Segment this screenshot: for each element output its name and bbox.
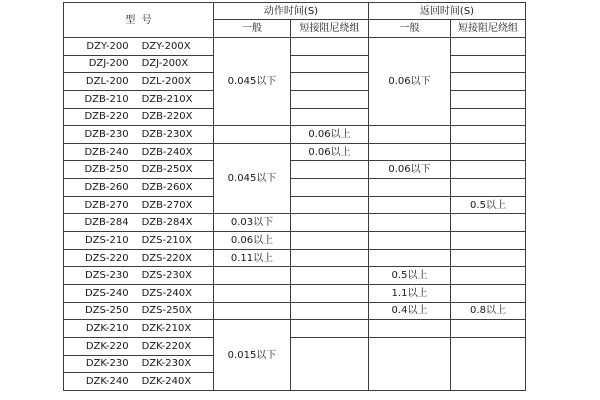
- table-row: [64, 267, 526, 285]
- model-label: DZK-220X: [141, 340, 192, 352]
- model-label: DZK-240X: [141, 375, 192, 387]
- cell-action-damping: [291, 179, 369, 197]
- model-label: DZS-230: [84, 270, 129, 282]
- cell-action-damping: [291, 232, 369, 250]
- cell-action-damping: [291, 196, 369, 214]
- model-label: DZS-230X: [141, 270, 193, 282]
- model-cell: [64, 214, 214, 232]
- model-label: DZB-220X: [141, 111, 193, 123]
- cell-action-damping: [291, 284, 369, 302]
- model-label: DZY-200X: [141, 40, 191, 52]
- model-cell: [64, 38, 214, 56]
- model-label: DZS-210X: [141, 234, 193, 246]
- cell-return-general: [369, 143, 451, 161]
- cell-return-damping: [451, 337, 526, 390]
- model-label: DZS-250: [84, 305, 129, 317]
- model-label: DZB-284: [84, 217, 129, 229]
- cell-return-damping: [451, 214, 526, 232]
- cell-return-general: 0.06以下: [369, 161, 451, 179]
- header-return-damping: 短接阻尼绕组: [451, 20, 526, 38]
- model-label: DZB-240: [84, 146, 129, 158]
- header-return-general: 一般: [369, 20, 451, 38]
- cell-action-general: 0.045以下: [214, 38, 291, 126]
- table-row: [64, 126, 526, 144]
- cell-action-damping: 0.06以上: [291, 126, 369, 144]
- cell-action-damping: [291, 108, 369, 126]
- model-label: DZB-260: [84, 181, 129, 193]
- table-row: [64, 214, 526, 232]
- cell-action-damping: [291, 214, 369, 232]
- model-label: DZS-240X: [141, 287, 193, 299]
- model-cell: [64, 267, 214, 285]
- model-label: DZB-270X: [141, 199, 193, 211]
- cell-return-general: [369, 196, 451, 214]
- table-row: [64, 108, 526, 126]
- cell-action-damping: [291, 337, 369, 390]
- cell-return-general: [369, 232, 451, 250]
- cell-action-general: [214, 267, 291, 285]
- model-cell: [64, 126, 214, 144]
- model-label: DZB-250: [84, 164, 129, 176]
- header-group-row: [64, 3, 526, 20]
- cell-action-general: 0.045以下: [214, 143, 291, 214]
- model-cell: [64, 302, 214, 320]
- model-label: DZY-200: [86, 40, 129, 52]
- model-label: DZS-220X: [141, 252, 193, 264]
- table-row: [64, 90, 526, 108]
- cell-action-damping: [291, 249, 369, 267]
- spec-table-container: [63, 2, 526, 391]
- cell-action-general: [214, 284, 291, 302]
- model-label: DZB-284X: [141, 217, 193, 229]
- cell-action-damping: [291, 38, 369, 56]
- cell-action-damping: [291, 73, 369, 91]
- table-row: [64, 161, 526, 179]
- model-cell: [64, 161, 214, 179]
- cell-return-damping: [451, 179, 526, 197]
- model-label: DZS-210: [84, 234, 129, 246]
- cell-return-general: [369, 126, 451, 144]
- table-row: [64, 232, 526, 250]
- model-cell: [64, 337, 214, 355]
- table-body: [64, 38, 526, 391]
- cell-return-damping: [451, 267, 526, 285]
- model-label: DZS-220: [84, 252, 129, 264]
- cell-return-damping: [451, 143, 526, 161]
- model-label: DZB-210X: [141, 93, 193, 105]
- header-action-general: 一般: [214, 20, 291, 38]
- model-label: DZS-250X: [141, 305, 193, 317]
- table-row: [64, 38, 526, 56]
- model-label: DZK-240: [85, 375, 129, 387]
- cell-return-damping: 0.8以上: [451, 302, 526, 320]
- model-label: DZB-260X: [141, 181, 193, 193]
- model-label: DZB-270: [84, 199, 129, 211]
- model-label: DZB-220: [84, 111, 129, 123]
- header-model: 型 号: [64, 3, 214, 38]
- model-cell: [64, 249, 214, 267]
- cell-return-damping: [451, 90, 526, 108]
- model-label: DZJ-200X: [141, 58, 189, 70]
- table-row: [64, 179, 526, 197]
- cell-return-damping: 0.5以上: [451, 196, 526, 214]
- cell-action-damping: 0.06以上: [291, 143, 369, 161]
- cell-action-general: 0.11以上: [214, 249, 291, 267]
- model-label: DZJ-200: [88, 58, 129, 70]
- cell-return-damping: [451, 73, 526, 91]
- header-return-time: 返回时间(S): [369, 3, 526, 20]
- cell-action-damping: [291, 320, 369, 338]
- model-cell: [64, 373, 214, 391]
- header-action-damping: 短接阻尼绕组: [291, 20, 369, 38]
- table-row: [64, 320, 526, 338]
- model-label: DZB-230: [84, 129, 129, 141]
- cell-return-general: 1.1以上: [369, 284, 451, 302]
- cell-return-general: 0.5以上: [369, 267, 451, 285]
- table-row: [64, 249, 526, 267]
- relay-timing-spec-table: [63, 2, 526, 391]
- model-label: DZK-220: [85, 340, 129, 352]
- model-cell: [64, 284, 214, 302]
- table-row: [64, 302, 526, 320]
- cell-return-damping: [451, 249, 526, 267]
- cell-action-damping: [291, 267, 369, 285]
- cell-return-damping: [451, 55, 526, 73]
- model-label: DZL-200: [85, 76, 129, 88]
- table-row: [64, 196, 526, 214]
- model-cell: [64, 143, 214, 161]
- cell-return-general: 0.4以上: [369, 302, 451, 320]
- model-cell: [64, 108, 214, 126]
- model-cell: [64, 355, 214, 373]
- model-label: DZB-230X: [141, 129, 193, 141]
- cell-action-general: 0.015以下: [214, 320, 291, 391]
- cell-action-general: 0.06以上: [214, 232, 291, 250]
- model-cell: [64, 320, 214, 338]
- cell-return-general: 0.06以下: [369, 38, 451, 126]
- cell-return-general: [369, 337, 451, 390]
- cell-action-damping: [291, 302, 369, 320]
- model-cell: [64, 196, 214, 214]
- model-label: DZK-230X: [141, 358, 192, 370]
- cell-return-damping: [451, 126, 526, 144]
- model-label: DZK-210: [85, 323, 129, 335]
- cell-return-damping: [451, 108, 526, 126]
- table-row: [64, 143, 526, 161]
- table-row: [64, 284, 526, 302]
- cell-return-general: [369, 249, 451, 267]
- header-action-time: 动作时间(S): [214, 3, 369, 20]
- model-label: DZB-250X: [141, 164, 193, 176]
- model-label: DZL-200X: [141, 76, 192, 88]
- model-cell: [64, 232, 214, 250]
- cell-action-damping: [291, 161, 369, 179]
- cell-return-general: [369, 320, 451, 338]
- model-label: DZB-240X: [141, 146, 193, 158]
- model-cell: [64, 90, 214, 108]
- table-row: [64, 337, 526, 355]
- cell-action-general: 0.03以下: [214, 214, 291, 232]
- cell-return-damping: [451, 284, 526, 302]
- cell-return-damping: [451, 320, 526, 338]
- cell-return-damping: [451, 38, 526, 56]
- model-label: DZS-240: [84, 287, 129, 299]
- cell-action-damping: [291, 90, 369, 108]
- table-row: [64, 73, 526, 91]
- cell-return-general: [369, 214, 451, 232]
- table-row: [64, 55, 526, 73]
- cell-action-damping: [291, 55, 369, 73]
- table-header: [64, 3, 526, 38]
- model-cell: [64, 73, 214, 91]
- cell-action-general: [214, 302, 291, 320]
- cell-action-general: [214, 126, 291, 144]
- model-cell: [64, 55, 214, 73]
- model-label: DZB-210: [84, 93, 129, 105]
- cell-return-damping: [451, 161, 526, 179]
- cell-return-general: [369, 179, 451, 197]
- model-cell: [64, 179, 214, 197]
- cell-return-damping: [451, 232, 526, 250]
- model-label: DZK-230: [85, 358, 129, 370]
- model-label: DZK-210X: [141, 323, 192, 335]
